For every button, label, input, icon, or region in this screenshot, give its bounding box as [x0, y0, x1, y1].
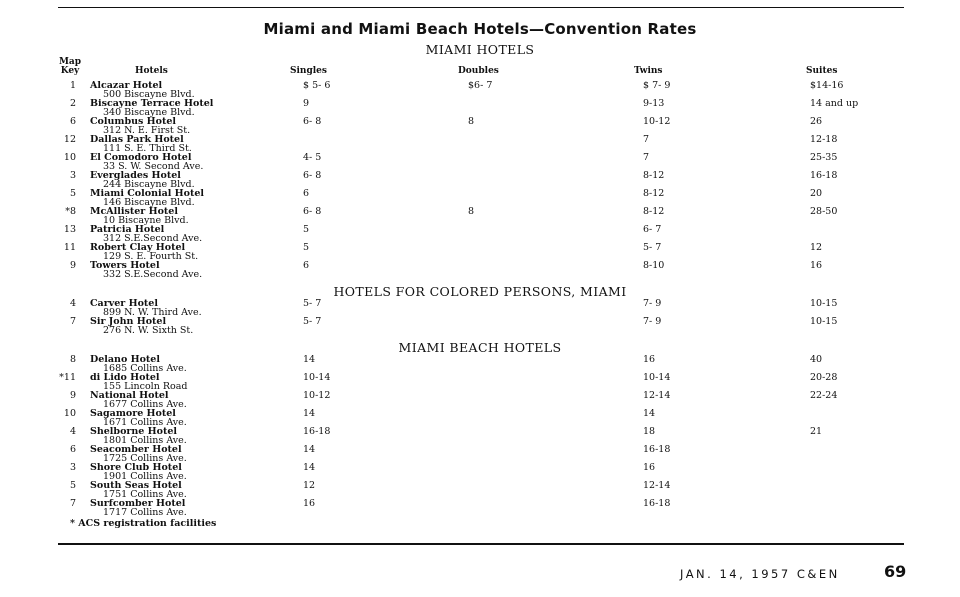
twins-rate-cell: 10-14	[643, 372, 671, 383]
section-heading-beach: MIAMI BEACH HOTELS	[398, 340, 562, 355]
twins-rate-cell: 7	[643, 134, 650, 145]
suites-rate-cell: 26	[810, 116, 823, 127]
hotel-name-cell: Sagamore Hotel	[90, 408, 176, 419]
singles-rate-cell: 16	[303, 498, 316, 509]
hotel-address-cell: 33 S. W. Second Ave.	[103, 161, 204, 172]
map-key-cell: *11	[59, 372, 76, 383]
twins-rate-cell: 8-10	[643, 260, 665, 271]
singles-rate-cell: 5- 7	[303, 316, 322, 327]
map-key-cell: 3	[69, 462, 76, 473]
section-heading-miami: MIAMI HOTELS	[425, 42, 535, 57]
twins-rate-cell: 8-12	[643, 170, 665, 181]
singles-rate-cell: 14	[303, 444, 316, 455]
twins-rate-cell: 12-14	[643, 480, 671, 491]
singles-rate-cell: 10-14	[303, 372, 331, 383]
hotel-name-cell: Shore Club Hotel	[90, 462, 182, 473]
map-key-cell: 7	[69, 316, 76, 327]
singles-rate-cell: 6	[303, 260, 310, 271]
map-key-header-line1: Map	[58, 57, 82, 67]
hotel-address-cell: 1751 Collins Ave.	[103, 489, 187, 500]
suites-rate-cell: 12	[810, 242, 823, 253]
twins-rate-cell: 16-18	[643, 498, 671, 509]
twins-rate-cell: 8-12	[643, 206, 665, 217]
singles-rate-cell: 10-12	[303, 390, 331, 401]
hotel-address-cell: 332 S.E.Second Ave.	[103, 269, 203, 280]
section-heading-colored: HOTELS FOR COLORED PERSONS, MIAMI	[333, 284, 627, 299]
hotel-name-cell: Robert Clay Hotel	[90, 242, 186, 253]
hotel-name-cell: Seacomber Hotel	[90, 444, 182, 455]
singles-rate-cell: 9	[303, 98, 310, 109]
doubles-rate-cell: 8	[468, 116, 475, 127]
suites-header: Suites	[806, 66, 838, 76]
twins-rate-cell: 9-13	[643, 98, 665, 109]
hotel-name-cell: South Seas Hotel	[90, 480, 182, 491]
twins-rate-cell: 5- 7	[643, 242, 662, 253]
singles-rate-cell: 5	[303, 242, 310, 253]
singles-rate-cell: 6	[303, 188, 310, 199]
hotel-address-cell: 340 Biscayne Blvd.	[103, 107, 195, 118]
hotel-name-cell: El Comodoro Hotel	[90, 152, 192, 163]
hotel-name-cell: Biscayne Terrace Hotel	[90, 98, 214, 109]
twins-rate-cell: 7- 9	[643, 316, 662, 327]
singles-rate-cell: 6- 8	[303, 116, 322, 127]
hotel-address-cell: 1671 Collins Ave.	[103, 417, 187, 428]
twins-rate-cell: 7	[643, 152, 650, 163]
hotel-address-cell: 500 Biscayne Blvd.	[103, 89, 195, 100]
hotel-address-cell: 1901 Collins Ave.	[103, 471, 187, 482]
map-key-cell: 3	[69, 170, 76, 181]
singles-rate-cell: 16-18	[303, 426, 331, 437]
hotel-name-cell: Sir John Hotel	[90, 316, 167, 327]
singles-rate-cell: 12	[303, 480, 316, 491]
singles-rate-cell: 6- 8	[303, 206, 322, 217]
suites-rate-cell: 10-15	[810, 316, 838, 327]
doubles-rate-cell: $6- 7	[468, 80, 493, 91]
hotel-name-cell: Carver Hotel	[90, 298, 158, 309]
map-key-cell: 10	[63, 152, 76, 163]
hotel-address-cell: 1725 Collins Ave.	[103, 453, 187, 464]
singles-rate-cell: 14	[303, 408, 316, 419]
page-title: Miami and Miami Beach Hotels—Convention Rates	[263, 20, 697, 38]
hotel-name-cell: Delano Hotel	[90, 354, 160, 365]
suites-rate-cell: 40	[810, 354, 823, 365]
hotel-name-cell: Everglades Hotel	[90, 170, 181, 181]
hotel-name-cell: Shelborne Hotel	[90, 426, 178, 437]
twins-rate-cell: 6- 7	[643, 224, 662, 235]
hotel-address-cell: 312 N. E. First St.	[103, 125, 191, 136]
map-key-cell: *8	[65, 206, 76, 217]
hotel-address-cell: 244 Biscayne Blvd.	[103, 179, 195, 190]
suites-rate-cell: 20	[810, 188, 823, 199]
singles-header: Singles	[290, 66, 327, 76]
hotel-address-cell: 129 S. E. Fourth St.	[103, 251, 199, 262]
hotel-address-cell: 899 N. W. Third Ave.	[103, 307, 202, 318]
map-key-cell: 4	[69, 426, 76, 437]
hotel-name-cell: Towers Hotel	[90, 260, 160, 271]
map-key-cell: 2	[69, 98, 76, 109]
singles-rate-cell: 6- 8	[303, 170, 322, 181]
hotel-address-cell: 1801 Collins Ave.	[103, 435, 187, 446]
hotel-name-cell: Patricia Hotel	[90, 224, 165, 235]
hotel-address-cell: 111 S. E. Third St.	[103, 143, 192, 154]
singles-rate-cell: 5	[303, 224, 310, 235]
hotel-name-cell: di Lido Hotel	[90, 372, 160, 383]
hotel-address-cell: 155 Lincoln Road	[103, 381, 188, 392]
suites-rate-cell: 20-28	[810, 372, 838, 383]
hotel-name-cell: Miami Colonial Hotel	[90, 188, 205, 199]
hotel-address-cell: 1685 Collins Ave.	[103, 363, 187, 374]
twins-rate-cell: 12-14	[643, 390, 671, 401]
issue-date: JAN. 14, 1957 C&EN	[680, 567, 840, 581]
suites-rate-cell: 16	[810, 260, 823, 271]
map-key-header	[58, 58, 82, 76]
map-key-cell: 1	[69, 80, 76, 91]
twins-rate-cell: $ 7- 9	[643, 80, 671, 91]
doubles-rate-cell: 8	[468, 206, 475, 217]
hotel-name-cell: Dallas Park Hotel	[90, 134, 184, 145]
hotel-name-cell: Columbus Hotel	[90, 116, 177, 127]
hotel-address-cell: 1717 Collins Ave.	[103, 507, 187, 518]
map-key-cell: 11	[63, 242, 76, 253]
hotel-address-cell: 146 Biscayne Blvd.	[103, 197, 195, 208]
suites-rate-cell: 10-15	[810, 298, 838, 309]
twins-rate-cell: 16-18	[643, 444, 671, 455]
hotel-address-cell: 1677 Collins Ave.	[103, 399, 187, 410]
doubles-header: Doubles	[458, 66, 499, 76]
map-key-cell: 10	[63, 408, 76, 419]
singles-rate-cell: 5- 7	[303, 298, 322, 309]
map-key-cell: 5	[69, 480, 76, 491]
twins-header: Twins	[634, 66, 663, 76]
singles-rate-cell: 14	[303, 462, 316, 473]
map-key-cell: 13	[63, 224, 76, 235]
map-key-cell: 9	[69, 390, 76, 401]
hotel-address-cell: 276 N. W. Sixth St.	[103, 325, 194, 336]
twins-rate-cell: 14	[643, 408, 656, 419]
map-key-cell: 7	[69, 498, 76, 509]
twins-rate-cell: 7- 9	[643, 298, 662, 309]
suites-rate-cell: 21	[810, 426, 823, 437]
map-key-cell: 6	[69, 444, 76, 455]
map-key-cell: 9	[69, 260, 76, 271]
suites-rate-cell: 25-35	[810, 152, 838, 163]
suites-rate-cell: 28-50	[810, 206, 838, 217]
twins-rate-cell: 10-12	[643, 116, 671, 127]
footnote: * ACS registration facilities	[70, 518, 217, 529]
suites-rate-cell: 14 and up	[810, 98, 859, 109]
twins-rate-cell: 18	[643, 426, 656, 437]
hotels-header: Hotels	[135, 66, 168, 76]
map-key-header-line2: Key	[60, 66, 80, 76]
suites-rate-cell: 22-24	[810, 390, 838, 401]
twins-rate-cell: 16	[643, 354, 656, 365]
map-key-cell: 12	[63, 134, 76, 145]
map-key-cell: 8	[69, 354, 76, 365]
singles-rate-cell: 14	[303, 354, 316, 365]
hotel-name-cell: McAllister Hotel	[90, 206, 178, 217]
hotel-address-cell: 312 S.E.Second Ave.	[103, 233, 203, 244]
twins-rate-cell: 16	[643, 462, 656, 473]
singles-rate-cell: $ 5- 6	[303, 80, 331, 91]
bottom-rule	[58, 543, 904, 545]
top-rule	[58, 7, 904, 8]
suites-rate-cell: 12-18	[810, 134, 838, 145]
suites-rate-cell: $14-16	[810, 80, 844, 91]
hotel-address-cell: 10 Biscayne Blvd.	[103, 215, 189, 226]
hotel-name-cell: National Hotel	[90, 390, 169, 401]
singles-rate-cell: 4- 5	[303, 152, 322, 163]
map-key-cell: 4	[69, 298, 76, 309]
twins-rate-cell: 8-12	[643, 188, 665, 199]
page-number: 69	[884, 562, 907, 581]
map-key-cell: 5	[69, 188, 76, 199]
hotel-name-cell: Alcazar Hotel	[90, 80, 163, 91]
suites-rate-cell: 16-18	[810, 170, 838, 181]
hotel-name-cell: Surfcomber Hotel	[90, 498, 186, 509]
map-key-cell: 6	[69, 116, 76, 127]
